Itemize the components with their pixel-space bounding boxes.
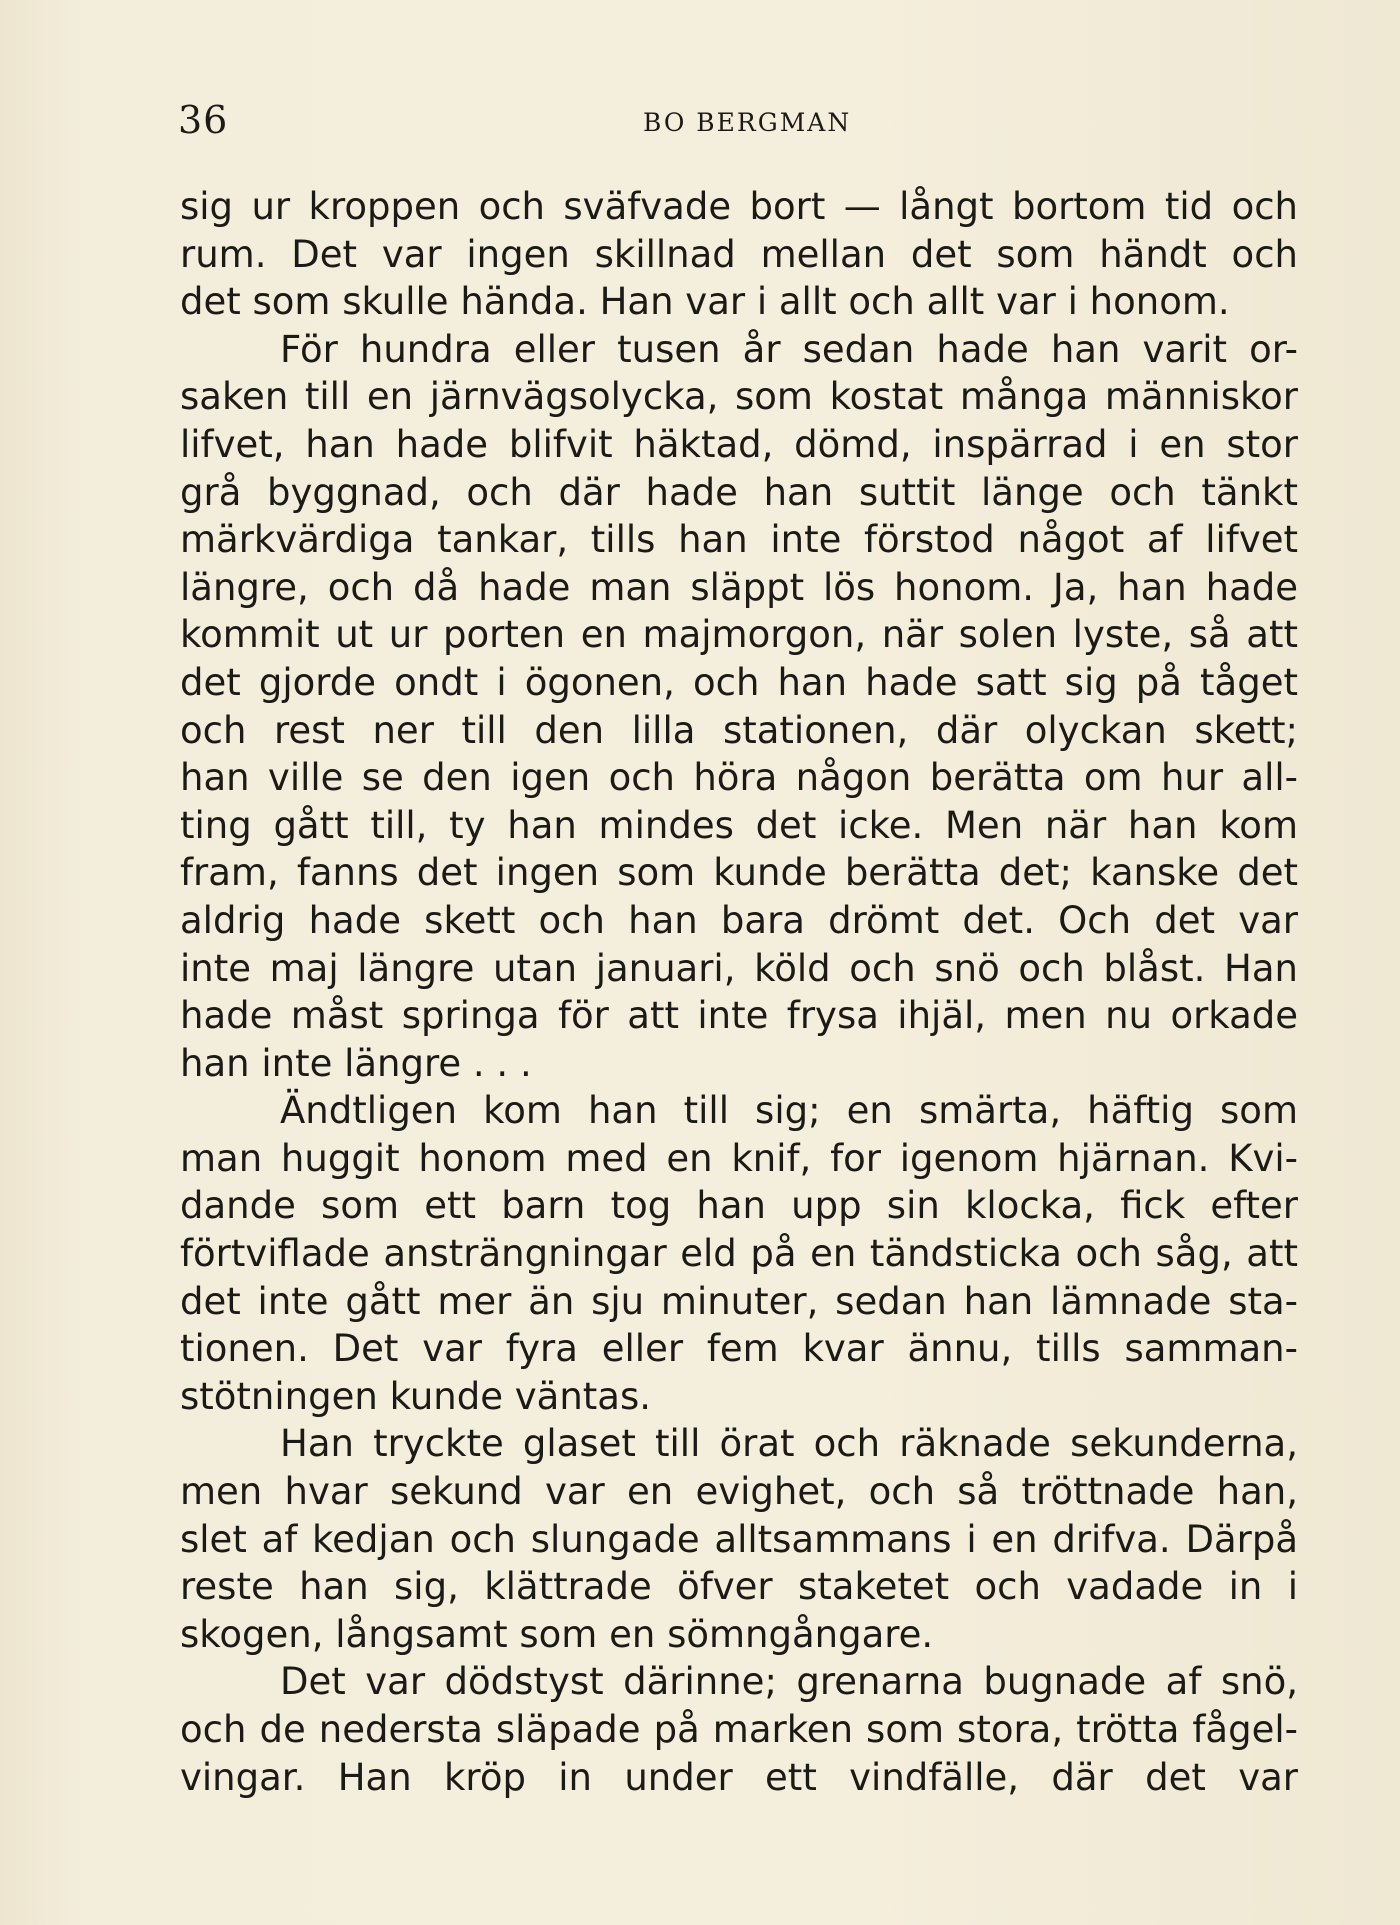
- text-line: rum. Det var ingen skillnad mellan det som händt och: [180, 232, 1298, 276]
- text-line: skogen, långsamt som en sömngångare.: [180, 1612, 934, 1656]
- text-line: längre, och då hade man släppt lös honom. Ja, han hade: [180, 565, 1298, 609]
- text-line: ting gått till, ty han mindes det icke. Men när han kom: [180, 803, 1298, 847]
- page-number: 36: [178, 98, 229, 142]
- text-line: han inte längre . . .: [180, 1041, 532, 1085]
- text-line: stötningen kunde väntas.: [180, 1374, 652, 1418]
- text-line: Det var dödstyst därinne; grenarna bugnade af snö,: [280, 1660, 1298, 1704]
- text-line: men hvar sekund var en evighet, och så tröttnade han,: [180, 1470, 1298, 1514]
- text-line: aldrig hade skett och han bara drömt det. Och det var: [180, 898, 1298, 942]
- text-line: förtviflade ansträngningar eld på en tändsticka och såg, att: [180, 1232, 1298, 1276]
- text-line: man huggit honom med en knif, for igenom hjärnan. Kvi-: [180, 1136, 1298, 1180]
- text-line: slet af kedjan och slungade alltsammans i en drifva. Därpå: [180, 1517, 1298, 1561]
- text-line: saken till en järnvägsolycka, som kostat många människor: [180, 375, 1298, 419]
- text-line: reste han sig, klättrade öfver staketet och vadade in i: [180, 1565, 1298, 1609]
- text-line: vingar. Han kröp in under ett vindfälle, där det var: [180, 1755, 1298, 1799]
- text-line: Ändtligen kom han till sig; en smärta, häftig som: [280, 1089, 1298, 1133]
- page-header: [178, 98, 1298, 148]
- text-line: Han tryckte glaset till örat och räknade sekunderna,: [280, 1422, 1298, 1466]
- text-line: och rest ner till den lilla stationen, där olyckan skett;: [180, 708, 1298, 752]
- text-line: kommit ut ur porten en majmorgon, när solen lyste, så att: [180, 613, 1298, 657]
- text-line: tionen. Det var fyra eller fem kvar ännu, tills samman-: [180, 1327, 1298, 1371]
- text-line: det gjorde ondt i ögonen, och han hade satt sig på tåget: [180, 660, 1298, 704]
- text-line: han ville se den igen och höra någon berätta om hur all-: [180, 756, 1298, 800]
- text-line: sig ur kroppen och sväfvade bort — långt bortom tid och: [180, 185, 1298, 228]
- text-line: För hundra eller tusen år sedan hade han varit or-: [280, 327, 1298, 371]
- text-line: dande som ett barn tog han upp sin klocka, fick efter: [180, 1184, 1298, 1228]
- text-line: märkvärdiga tankar, tills han inte förstod något af lifvet: [180, 518, 1298, 562]
- text-line: och de nedersta släpade på marken som stora, trötta fågel-: [180, 1708, 1298, 1751]
- text-line: hade måst springa för att inte frysa ihjäl, men nu orkade: [180, 994, 1298, 1038]
- text-line: lifvet, han hade blifvit häktad, dömd, inspärrad i en stor: [180, 422, 1298, 466]
- text-line: inte maj längre utan januari, köld och snö och blåst. Han: [180, 946, 1298, 990]
- running-head: BO BERGMAN: [643, 108, 852, 137]
- body-text: [180, 183, 1298, 1801]
- text-line: det inte gått mer än sju minuter, sedan han lämnade sta-: [180, 1279, 1298, 1323]
- text-line: grå byggnad, och där hade han suttit länge och tänkt: [180, 470, 1298, 514]
- text-line: det som skulle hända. Han var i allt och allt var i honom.: [180, 280, 1230, 324]
- text-line: fram, fanns det ingen som kunde berätta det; kanske det: [180, 851, 1298, 895]
